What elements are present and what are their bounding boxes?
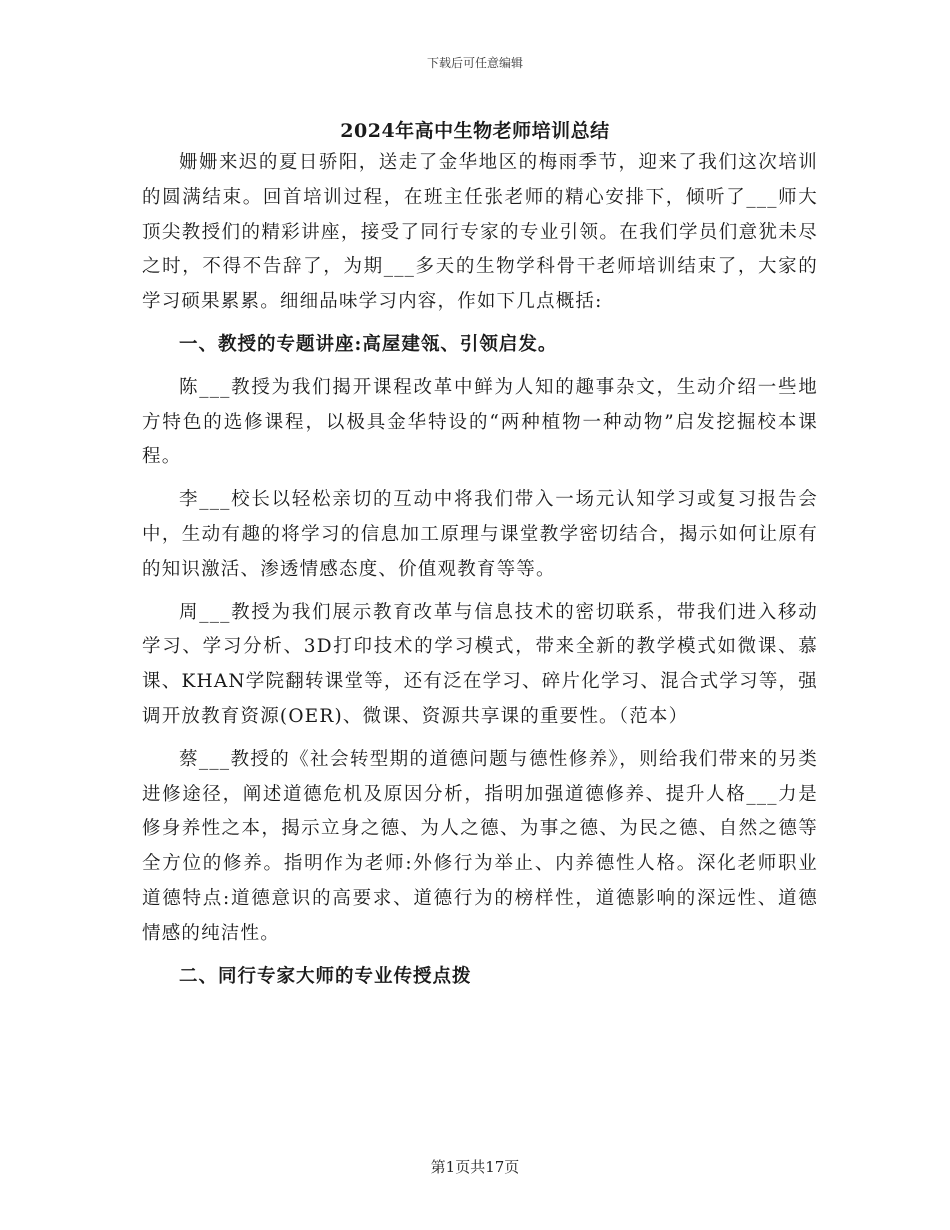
paragraph-li: 李___校长以轻松亲切的互动中将我们带入一场元认知学习或复习报告会中，生动有趣的将学习的信息加工原理与课堂教学密切结合，揭示如何让原有的知识激活、渗透情感态度、价值观教育等等。 (142, 489, 818, 580)
document-title: 2024年高中生物老师培训总结 (340, 120, 610, 142)
paragraph-zhou: 周___教授为我们展示教育改革与信息技术的密切联系，带我们进入移动学习、学习分析、3D打印技术的学习模式，带来全新的教学模式如微课、慕课、KHAN学院翻转课堂等，还有泛在学习、碎片化学习、混合式学习等，强调开放教育资源(OER)、微课、资源共享课的重要性。（范本） (142, 601, 818, 727)
header-note: 下载后可任意编辑 (426, 56, 523, 70)
document-body (142, 146, 818, 994)
section-heading-2: 二、同行专家大师的专业传授点拨 (179, 965, 472, 987)
section-heading-1: 一、教授的专题讲座:高屋建瓴、引领启发。 (179, 333, 558, 355)
paragraph-chen: 陈___教授为我们揭开课程改革中鲜为人知的趣事杂文，生动介绍一些地方特色的选修课程，以极具金华特设的“两种植物一种动物”启发挖掘校本课程。 (142, 376, 818, 468)
page-footer: 第1页共17页 (430, 1158, 520, 1176)
paragraph-cai: 蔡___教授的《社会转型期的道德问题与德性修养》，则给我们带来的另类进修途径，阐述道德危机及原因分析，指明加强道德修养、提升人格___力是修身养性之本，揭示立身之德、为人之德、为事之德、为民之德、自然之德等全方位的修养。指明作为老师:外修行为举止、内养德性人格。深化老师职业道德特点:道德意识的高要求、道德行为的榜样性，道德影响的深远性、道德情感的纯洁性。 (142, 748, 818, 944)
intro-paragraph: 姗姗来迟的夏日骄阳，送走了金华地区的梅雨季节，迎来了我们这次培训的圆满结束。回首培训过程，在班主任张老师的精心安排下，倾听了___师大顶尖教授们的精彩讲座，接受了同行专家的专业引领。在我们学员们意犹未尽之时，不得不告辞了，为期___多天的生物学科骨干老师培训结束了，大家的学习硕果累累。细细品味学习内容，作如下几点概括: (142, 152, 818, 313)
